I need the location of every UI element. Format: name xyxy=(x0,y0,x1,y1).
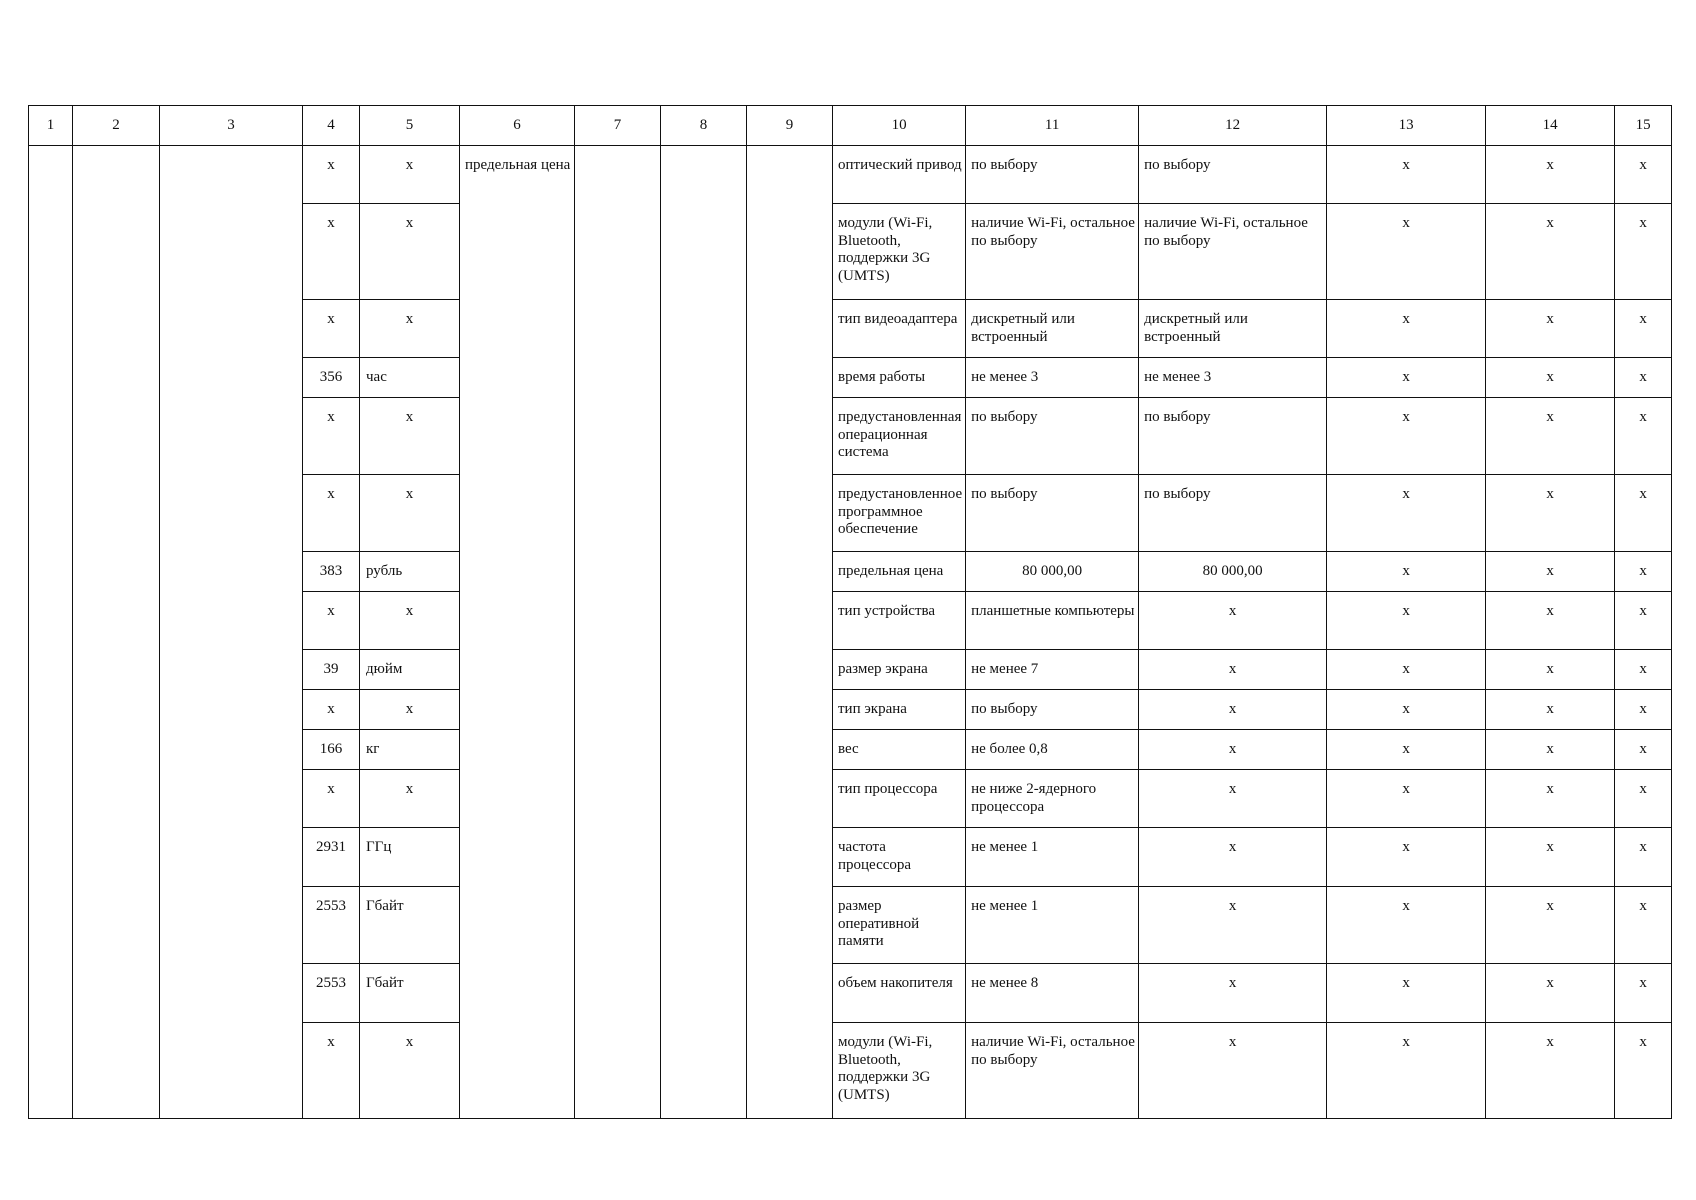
x-cell: x xyxy=(1327,300,1486,358)
unit-cell: x xyxy=(360,592,460,650)
x-cell: x xyxy=(1327,887,1486,964)
unit-cell: дюйм xyxy=(360,650,460,690)
column-number: 4 xyxy=(303,106,360,146)
x-cell: x xyxy=(1327,204,1486,300)
code-cell: x xyxy=(303,398,360,475)
col7-cell xyxy=(575,146,661,1119)
unit-cell: x xyxy=(360,690,460,730)
code-cell: 2553 xyxy=(303,964,360,1023)
x-cell: x xyxy=(1615,828,1672,887)
value-cell: x xyxy=(1139,1023,1327,1119)
x-cell: x xyxy=(1486,146,1615,204)
characteristic-cell: предустановленное программное обеспечение xyxy=(833,475,966,552)
x-cell: x xyxy=(1327,730,1486,770)
x-cell: x xyxy=(1486,300,1615,358)
x-cell: x xyxy=(1615,1023,1672,1119)
value-cell: не менее 8 xyxy=(966,964,1139,1023)
x-cell: x xyxy=(1327,690,1486,730)
value-cell: по выбору xyxy=(966,146,1139,204)
unit-cell: x xyxy=(360,300,460,358)
value-cell: x xyxy=(1139,690,1327,730)
x-cell: x xyxy=(1615,204,1672,300)
col2-cell xyxy=(73,146,160,1119)
unit-cell: x xyxy=(360,475,460,552)
x-cell: x xyxy=(1327,592,1486,650)
column-number: 2 xyxy=(73,106,160,146)
code-cell: x xyxy=(303,146,360,204)
value-cell: по выбору xyxy=(966,690,1139,730)
table-row xyxy=(29,146,1672,204)
unit-cell: кг xyxy=(360,730,460,770)
column-number-row xyxy=(29,106,1672,146)
unit-cell: ГГц xyxy=(360,828,460,887)
x-cell: x xyxy=(1327,552,1486,592)
code-cell: x xyxy=(303,475,360,552)
x-cell: x xyxy=(1615,770,1672,828)
characteristic-cell: объем накопителя xyxy=(833,964,966,1023)
x-cell: x xyxy=(1615,552,1672,592)
column-number: 15 xyxy=(1615,106,1672,146)
x-cell: x xyxy=(1615,358,1672,398)
x-cell: x xyxy=(1327,650,1486,690)
x-cell: x xyxy=(1615,592,1672,650)
unit-cell: рубль xyxy=(360,552,460,592)
x-cell: x xyxy=(1615,650,1672,690)
x-cell: x xyxy=(1615,146,1672,204)
characteristic-cell: модули (Wi-Fi, Bluetooth, поддержки 3G (UMTS) xyxy=(833,204,966,300)
col3-cell xyxy=(160,146,303,1119)
x-cell: x xyxy=(1327,964,1486,1023)
value-cell: не менее 3 xyxy=(1139,358,1327,398)
x-cell: x xyxy=(1486,552,1615,592)
value-cell: не менее 1 xyxy=(966,887,1139,964)
x-cell: x xyxy=(1486,204,1615,300)
characteristic-cell: вес xyxy=(833,730,966,770)
col9-cell xyxy=(747,146,833,1119)
value-cell: наличие Wi-Fi, остальное по выбору xyxy=(1139,204,1327,300)
characteristic-cell: тип видеоадаптера xyxy=(833,300,966,358)
characteristic-cell: предустановленная операционная система xyxy=(833,398,966,475)
value-cell: дискретный или встроенный xyxy=(966,300,1139,358)
x-cell: x xyxy=(1327,1023,1486,1119)
characteristic-cell: оптический привод xyxy=(833,146,966,204)
characteristic-cell: тип устройства xyxy=(833,592,966,650)
col1-cell xyxy=(29,146,73,1119)
x-cell: x xyxy=(1486,475,1615,552)
x-cell: x xyxy=(1486,690,1615,730)
characteristic-cell: время работы xyxy=(833,358,966,398)
value-cell: x xyxy=(1139,887,1327,964)
value-cell: x xyxy=(1139,964,1327,1023)
code-cell: 39 xyxy=(303,650,360,690)
unit-cell: x xyxy=(360,398,460,475)
code-cell: x xyxy=(303,204,360,300)
value-cell: не ниже 2-ядерного процессора xyxy=(966,770,1139,828)
column-number: 6 xyxy=(460,106,575,146)
col8-cell xyxy=(661,146,747,1119)
value-cell: по выбору xyxy=(1139,146,1327,204)
column-number: 12 xyxy=(1139,106,1327,146)
x-cell: x xyxy=(1486,650,1615,690)
column-number: 3 xyxy=(160,106,303,146)
column-number: 11 xyxy=(966,106,1139,146)
value-cell: не менее 7 xyxy=(966,650,1139,690)
value-cell: по выбору xyxy=(1139,398,1327,475)
column-number: 14 xyxy=(1486,106,1615,146)
value-cell: x xyxy=(1139,828,1327,887)
code-cell: 383 xyxy=(303,552,360,592)
table-body xyxy=(29,106,1672,1119)
value-cell: планшетные компьютеры xyxy=(966,592,1139,650)
code-cell: x xyxy=(303,1023,360,1119)
value-cell: 80 000,00 xyxy=(966,552,1139,592)
x-cell: x xyxy=(1327,828,1486,887)
characteristic-cell: модули (Wi-Fi, Bluetooth, поддержки 3G (UMTS) xyxy=(833,1023,966,1119)
value-cell: x xyxy=(1139,770,1327,828)
unit-cell: Гбайт xyxy=(360,964,460,1023)
value-cell: наличие Wi-Fi, остальное по выбору xyxy=(966,204,1139,300)
x-cell: x xyxy=(1486,828,1615,887)
value-cell: дискретный или встроенный xyxy=(1139,300,1327,358)
column-number: 10 xyxy=(833,106,966,146)
unit-cell: x xyxy=(360,204,460,300)
x-cell: x xyxy=(1615,398,1672,475)
value-cell: x xyxy=(1139,592,1327,650)
x-cell: x xyxy=(1327,358,1486,398)
price-label-cell: предельная цена xyxy=(460,146,575,1119)
characteristic-cell: предельная цена xyxy=(833,552,966,592)
value-cell: не менее 1 xyxy=(966,828,1139,887)
value-cell: x xyxy=(1139,650,1327,690)
code-cell: x xyxy=(303,770,360,828)
x-cell: x xyxy=(1615,690,1672,730)
unit-cell: Гбайт xyxy=(360,887,460,964)
code-cell: 356 xyxy=(303,358,360,398)
code-cell: x xyxy=(303,592,360,650)
x-cell: x xyxy=(1327,475,1486,552)
x-cell: x xyxy=(1486,398,1615,475)
x-cell: x xyxy=(1327,146,1486,204)
column-number: 13 xyxy=(1327,106,1486,146)
unit-cell: x xyxy=(360,770,460,828)
x-cell: x xyxy=(1486,964,1615,1023)
unit-cell: x xyxy=(360,1023,460,1119)
column-number: 7 xyxy=(575,106,661,146)
x-cell: x xyxy=(1615,300,1672,358)
code-cell: x xyxy=(303,690,360,730)
characteristic-cell: размер экрана xyxy=(833,650,966,690)
x-cell: x xyxy=(1327,770,1486,828)
x-cell: x xyxy=(1615,964,1672,1023)
value-cell: по выбору xyxy=(966,398,1139,475)
characteristic-cell: частота процессора xyxy=(833,828,966,887)
code-cell: 166 xyxy=(303,730,360,770)
value-cell: по выбору xyxy=(966,475,1139,552)
column-number: 9 xyxy=(747,106,833,146)
value-cell: по выбору xyxy=(1139,475,1327,552)
code-cell: 2553 xyxy=(303,887,360,964)
value-cell: не более 0,8 xyxy=(966,730,1139,770)
characteristic-cell: размер оперативной памяти xyxy=(833,887,966,964)
x-cell: x xyxy=(1486,887,1615,964)
x-cell: x xyxy=(1615,475,1672,552)
column-number: 8 xyxy=(661,106,747,146)
code-cell: 2931 xyxy=(303,828,360,887)
characteristic-cell: тип процессора xyxy=(833,770,966,828)
unit-cell: час xyxy=(360,358,460,398)
x-cell: x xyxy=(1327,398,1486,475)
x-cell: x xyxy=(1486,1023,1615,1119)
value-cell: x xyxy=(1139,730,1327,770)
value-cell: 80 000,00 xyxy=(1139,552,1327,592)
column-number: 1 xyxy=(29,106,73,146)
unit-cell: x xyxy=(360,146,460,204)
x-cell: x xyxy=(1486,730,1615,770)
x-cell: x xyxy=(1486,770,1615,828)
value-cell: наличие Wi-Fi, остальное по выбору xyxy=(966,1023,1139,1119)
characteristic-cell: тип экрана xyxy=(833,690,966,730)
specification-table xyxy=(28,105,1672,1119)
code-cell: x xyxy=(303,300,360,358)
x-cell: x xyxy=(1615,887,1672,964)
value-cell: не менее 3 xyxy=(966,358,1139,398)
x-cell: x xyxy=(1486,592,1615,650)
column-number: 5 xyxy=(360,106,460,146)
x-cell: x xyxy=(1615,730,1672,770)
x-cell: x xyxy=(1486,358,1615,398)
